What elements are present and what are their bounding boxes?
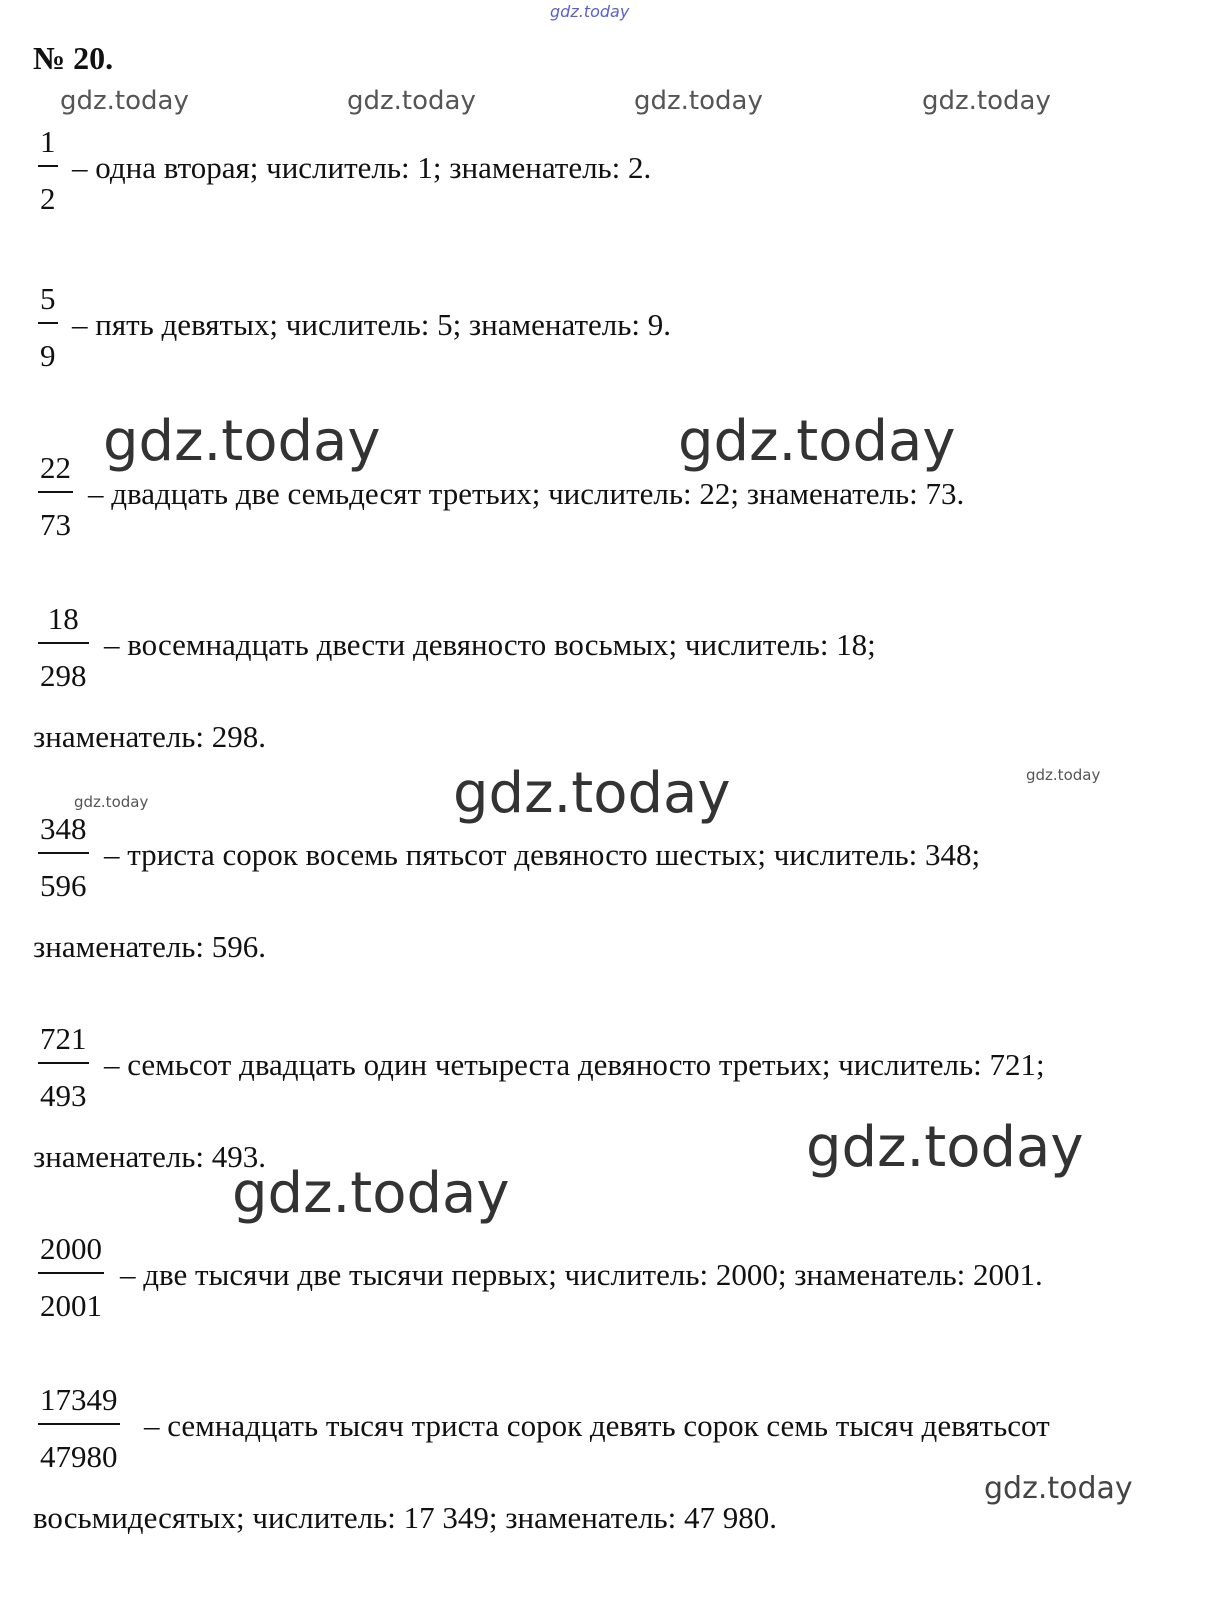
denominator: 2 xyxy=(40,181,56,216)
fraction xyxy=(38,1023,89,1111)
fraction xyxy=(38,452,73,540)
description-continuation: знаменатель: 596. xyxy=(33,929,267,964)
watermark-row-3: gdz.today xyxy=(634,86,763,116)
watermark-big-3: gdz.today xyxy=(453,761,731,826)
fraction xyxy=(38,603,89,691)
watermark-row-4: gdz.today xyxy=(922,86,1051,116)
fraction-description: – семнадцать тысяч триста сорок девять сорок семь тысяч девятьсот xyxy=(144,1408,1050,1443)
fraction xyxy=(38,126,58,214)
description-continuation: восьмидесятых; числитель: 17 349; знаменатель: 47 980. xyxy=(33,1500,778,1535)
denominator: 73 xyxy=(40,507,71,542)
denominator: 47980 xyxy=(40,1439,118,1474)
denominator: 493 xyxy=(40,1078,87,1113)
watermark-big-5: gdz.today xyxy=(232,1161,510,1226)
denominator: 9 xyxy=(40,338,56,373)
watermark-big-4: gdz.today xyxy=(806,1115,1084,1180)
denominator: 596 xyxy=(40,868,87,903)
fraction-description: – двадцать две семьдесят третьих; числитель: 22; знаменатель: 73. xyxy=(88,476,965,511)
fraction-description: – две тысячи две тысячи первых; числитель: 2000; знаменатель: 2001. xyxy=(120,1257,1043,1292)
fraction-description: – пять девятых; числитель: 5; знаменатель: 9. xyxy=(72,307,671,342)
denominator: 298 xyxy=(40,658,87,693)
watermark-row-2: gdz.today xyxy=(347,86,476,116)
denominator: 2001 xyxy=(40,1288,102,1323)
fraction-description: – триста сорок восемь пятьсот девяносто шестых; числитель: 348; xyxy=(104,837,981,872)
watermark-small-right: gdz.today xyxy=(1026,766,1101,784)
watermark-row-1: gdz.today xyxy=(60,86,189,116)
fraction-description: – одна вторая; числитель: 1; знаменатель: 2. xyxy=(72,150,652,185)
numerator: 22 xyxy=(40,450,71,485)
numerator: 348 xyxy=(40,811,87,846)
numerator: 18 xyxy=(47,601,79,636)
numerator: 17349 xyxy=(40,1382,118,1417)
fraction xyxy=(38,1384,120,1472)
watermark-bottom-right: gdz.today xyxy=(984,1471,1133,1506)
numerator: 721 xyxy=(40,1021,87,1056)
fraction-description: – восемнадцать двести девяносто восьмых; числитель: 18; xyxy=(104,627,876,662)
exercise-title: № 20. xyxy=(33,40,114,76)
fraction xyxy=(38,813,89,901)
watermark-top: gdz.today xyxy=(550,2,630,21)
description-continuation: знаменатель: 493. xyxy=(33,1139,267,1174)
watermark-small-left: gdz.today xyxy=(74,793,149,811)
fraction-description: – семьсот двадцать один четыреста девяносто третьих; числитель: 721; xyxy=(104,1047,1045,1082)
numerator: 5 xyxy=(40,281,56,316)
description-continuation: знаменатель: 298. xyxy=(33,719,267,754)
watermark-big-1: gdz.today xyxy=(103,409,381,474)
fraction xyxy=(38,283,58,371)
numerator: 1 xyxy=(40,124,56,159)
watermark-big-2: gdz.today xyxy=(678,409,956,474)
numerator: 2000 xyxy=(40,1231,102,1266)
fraction xyxy=(38,1233,104,1321)
